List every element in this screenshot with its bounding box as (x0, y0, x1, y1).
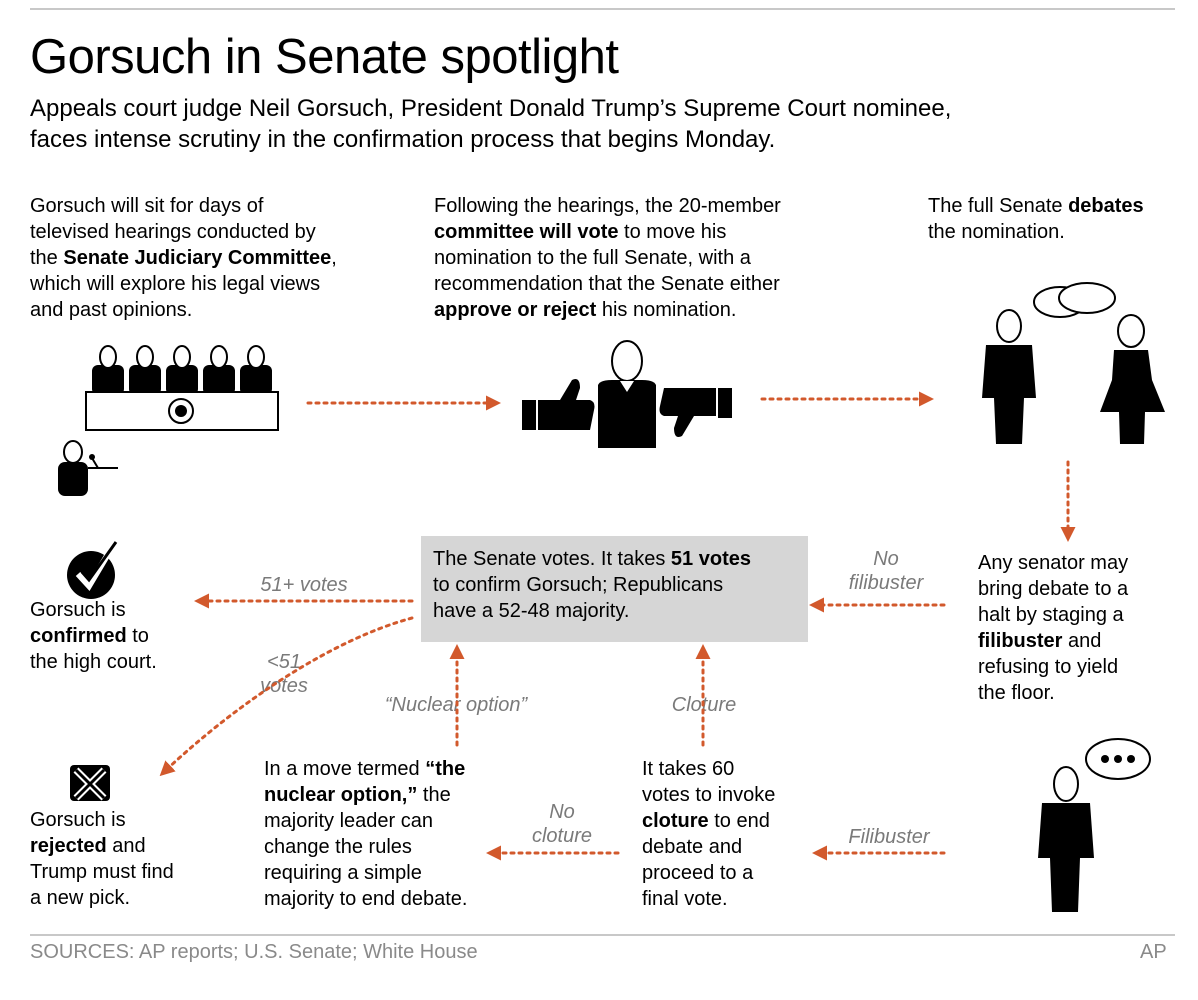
text-line: The full Senate debates (928, 195, 1144, 217)
label-filibuster: Filibuster (848, 826, 930, 848)
text-line: Gorsuch will sit for days of (30, 195, 264, 217)
text-line: filibuster and (978, 630, 1102, 652)
male-senator-icon (982, 310, 1036, 444)
text-line: rejected and (30, 835, 146, 857)
text-line: Gorsuch is (30, 809, 126, 831)
label-under-51-votes: <51 votes (260, 651, 308, 697)
page-title: Gorsuch in Senate spotlight (30, 30, 619, 84)
text-line: proceed to a (642, 862, 754, 884)
text-line: confirmed to (30, 625, 149, 647)
nominee-at-podium-icon (58, 441, 118, 496)
text-line: which will explore his legal views (30, 273, 321, 295)
text-line: nuclear option,” the (264, 784, 451, 806)
text-line: final vote. (642, 888, 728, 910)
text-line: recommendation that the Senate either (434, 273, 780, 295)
text-line: a new pick. (30, 887, 131, 909)
label-no-cloture: No cloture (531, 801, 593, 847)
label-no-filibuster: No filibuster (848, 548, 924, 594)
text-line: the floor. (978, 682, 1055, 704)
text-line: votes to invoke (642, 784, 776, 806)
text-line: majority to end debate. (264, 888, 468, 910)
thumbs-up-icon (522, 379, 595, 430)
text-line: televised hearings conducted by (30, 221, 316, 243)
text-line: committee will vote to move his (434, 221, 727, 243)
ap-credit: AP (1140, 941, 1167, 963)
filibuster-senator-icon (1038, 767, 1094, 912)
text-line: nomination to the full Senate, with a (434, 247, 751, 269)
text-line: halt by staging a (978, 604, 1124, 626)
label-51-plus-votes: 51+ votes (260, 574, 348, 596)
committee-panel-icon (86, 346, 278, 430)
text-line: change the rules (264, 836, 412, 858)
subtitle-line-2: faces intense scrutiny in the confirmation process that begins Monday. (30, 126, 776, 153)
text-line: approve or reject his nomination. (434, 299, 737, 321)
sources-footer: SOURCES: AP reports; U.S. Senate; White House (30, 941, 478, 963)
text-line: have a 52-48 majority. (433, 600, 630, 622)
text-line: bring debate to a (978, 578, 1129, 600)
text-line: Gorsuch is (30, 599, 126, 621)
text-line: refusing to yield (978, 656, 1119, 678)
debate-speech-bubbles-icon (1034, 283, 1115, 317)
text-line: Following the hearings, the 20-member (434, 195, 781, 217)
text-line: majority leader can (264, 810, 433, 832)
text-line: requiring a simple (264, 862, 422, 884)
text-line: Trump must find (30, 861, 174, 883)
confirmed-check-icon (67, 542, 116, 599)
text-line: cloture to end (642, 810, 770, 832)
text-line: to confirm Gorsuch; Republicans (433, 574, 724, 596)
text-line: debate and (642, 836, 743, 858)
text-line: the nomination. (928, 221, 1065, 243)
text-line: the high court. (30, 651, 157, 673)
speech-bubble-icon (1086, 739, 1150, 779)
text-line: the Senate Judiciary Committee, (30, 247, 337, 269)
label-cloture: Cloture (671, 694, 737, 716)
subtitle-line-1: Appeals court judge Neil Gorsuch, President Donald Trump’s Supreme Court nominee, (30, 95, 952, 122)
text-line: Any senator may (978, 552, 1129, 574)
rejected-x-icon (70, 765, 110, 801)
text-line: It takes 60 (642, 758, 735, 780)
text-line: The Senate votes. It takes 51 votes (433, 548, 751, 570)
text-line: In a move termed “the (264, 758, 466, 780)
text-line: and past opinions. (30, 299, 193, 321)
senator-figure-icon (598, 341, 656, 448)
label-nuclear-option: “Nuclear option” (384, 694, 528, 716)
arrow-under-51-votes (164, 618, 412, 772)
thumbs-down-icon (660, 388, 733, 437)
female-senator-icon (1100, 315, 1165, 444)
